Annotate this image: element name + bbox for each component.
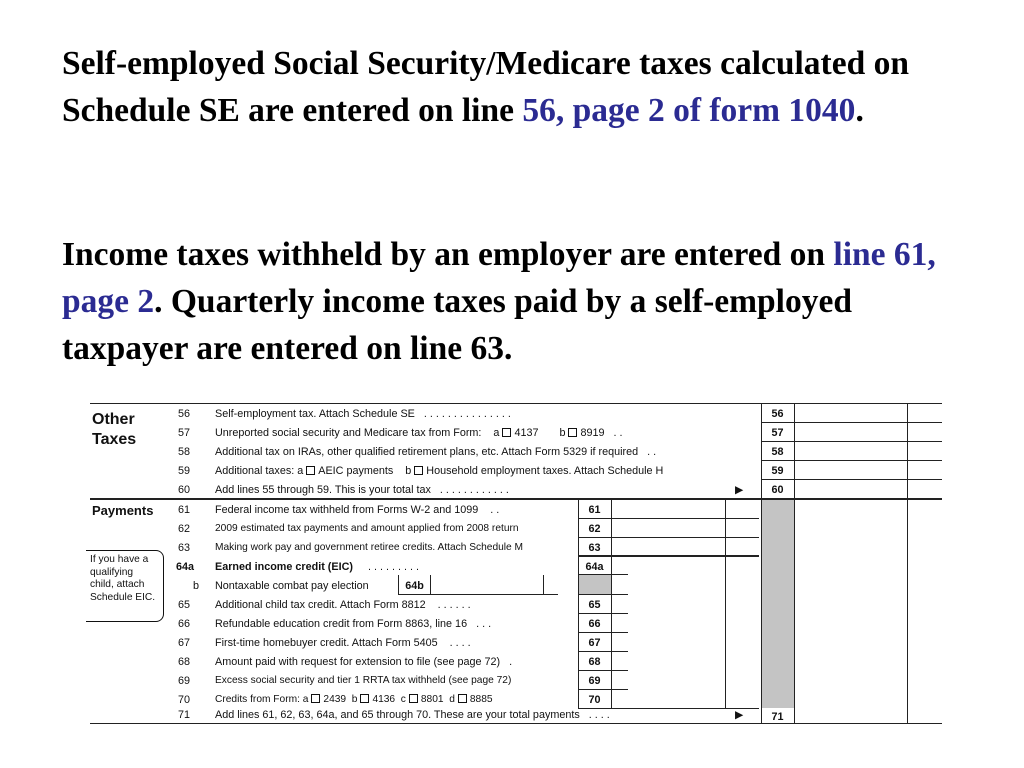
checkbox-4137[interactable] — [502, 428, 511, 437]
line-text: Additional taxes: — [215, 465, 295, 477]
line-text: Additional child tax credit. Attach Form 8812 — [215, 599, 426, 611]
rule — [578, 537, 759, 538]
form-number: 2439 — [323, 694, 347, 705]
form-number: 4136 — [372, 694, 396, 705]
line-text: Unreported social security and Medicare tax from Form: — [215, 427, 482, 439]
note-line: If you have a — [90, 554, 149, 565]
rule — [794, 403, 795, 723]
line-text: Credits from Form: — [215, 694, 300, 705]
option-letter: b — [351, 694, 358, 705]
line-63-description: Making work pay and government retiree credits. Attach Schedule M — [215, 542, 524, 553]
rule — [578, 594, 628, 595]
line-number: 63 — [178, 542, 191, 554]
dot-leader: . . . . — [449, 637, 471, 649]
line-text: Earned income credit (EIC) — [215, 561, 353, 573]
option-letter: b — [405, 465, 412, 477]
line-number: 56 — [178, 408, 191, 420]
dot-leader: . . . . . . . . . . . . — [439, 484, 509, 496]
line-text: Federal income tax withheld from Forms W-2 and 1099 — [215, 504, 479, 516]
option-letter: a — [297, 465, 304, 477]
shaded-cell-64b — [578, 575, 611, 594]
payments-heading: Payments — [92, 503, 154, 518]
line-56-description — [215, 407, 511, 421]
heading-line: Other — [92, 411, 135, 428]
line-text: Additional tax on IRAs, other qualified retirement plans, etc. Attach Form 5329 if required — [215, 446, 639, 458]
line-61-description — [215, 503, 499, 517]
paragraph-text: . — [855, 92, 864, 129]
line-number: 65 — [178, 599, 191, 611]
rule — [90, 498, 942, 500]
line-box-label: 64a — [585, 561, 604, 573]
rule — [578, 632, 628, 633]
option-letter: c — [400, 694, 406, 705]
rule — [761, 479, 942, 480]
line-58-description — [215, 445, 656, 459]
note-line: Schedule EIC. — [90, 591, 156, 603]
checkbox-8919[interactable] — [568, 428, 577, 437]
line-box-label: 67 — [588, 637, 601, 649]
dot-leader: . . . . — [588, 709, 610, 721]
checkbox-8885[interactable] — [458, 694, 467, 703]
other-taxes-heading — [92, 410, 136, 450]
form-number: 4137 — [514, 427, 539, 439]
line-number: 70 — [178, 694, 191, 706]
option-letter: a — [302, 694, 309, 705]
line-box-label: 64b — [405, 580, 424, 592]
line-box-label: 69 — [588, 675, 601, 687]
line-number: 59 — [178, 465, 191, 477]
rule — [578, 555, 759, 557]
line-text: Amount paid with request for extension to file (see page 72) — [215, 656, 501, 668]
line-59-description — [215, 464, 663, 478]
line-number: 67 — [178, 637, 191, 649]
arrow-icon: ▶ — [735, 484, 744, 496]
line-70-description — [215, 693, 493, 707]
form-number: 8919 — [580, 427, 605, 439]
line-number: 69 — [178, 675, 191, 687]
line-57-description — [215, 426, 623, 440]
line-box-label: 56 — [771, 408, 784, 420]
line-box-label: 71 — [771, 711, 784, 723]
line-number: 58 — [178, 446, 191, 458]
line-number: 57 — [178, 427, 191, 439]
option-text: AEIC payments — [318, 465, 394, 477]
line-61-reference: line 61, page 2 — [62, 236, 936, 320]
line-box-label: 65 — [588, 599, 601, 611]
paragraph-schedule-se — [62, 40, 982, 134]
line-68-description — [215, 655, 512, 669]
line-number: 61 — [178, 504, 191, 516]
rule — [725, 499, 726, 708]
shaded-column — [761, 499, 794, 708]
line-box-label: 57 — [771, 427, 784, 439]
line-text: Add lines 61, 62, 63, 64a, and 65 through 70. These are your total payments — [215, 709, 580, 721]
line-66-description — [215, 617, 491, 631]
rule — [578, 574, 628, 575]
line-62-description: 2009 estimated tax payments and amount applied from 2008 return — [215, 523, 519, 534]
line-text: First-time homebuyer credit. Attach Form 5405 — [215, 637, 438, 649]
rule — [578, 670, 628, 671]
heading-line: Taxes — [92, 431, 137, 448]
line-text: Refundable education credit from Form 8863, line 16 — [215, 618, 468, 630]
line-box-label: 61 — [588, 504, 601, 516]
line-number: 64a — [176, 561, 195, 573]
form-number: 8885 — [469, 694, 493, 705]
line-60-description — [215, 483, 509, 497]
rule — [578, 613, 628, 614]
paragraph-text: Self-employed Social Security/Medicare taxes calculated on Schedule SE are entered on line — [62, 45, 909, 129]
rule — [398, 594, 558, 595]
line-number: b — [193, 580, 200, 592]
checkbox-household[interactable] — [414, 466, 423, 475]
line-box-label: 60 — [771, 484, 784, 496]
line-56-reference: 56, page 2 of form 1040 — [522, 92, 856, 129]
dot-leader: . . . . . . . . . — [368, 561, 419, 573]
option-text: Household employment taxes. Attach Schedule H — [426, 465, 664, 477]
rule — [761, 460, 942, 461]
dot-leader: . . — [490, 504, 500, 516]
line-65-description — [215, 598, 471, 612]
line-number: 68 — [178, 656, 191, 668]
rule — [578, 689, 628, 690]
option-letter: b — [559, 427, 566, 439]
rule — [761, 422, 942, 423]
rule — [907, 403, 908, 723]
rule — [90, 403, 942, 404]
line-box-label: 59 — [771, 465, 784, 477]
arrow-icon: ▶ — [735, 709, 744, 721]
dot-leader: . — [509, 656, 513, 668]
line-box-label: 58 — [771, 446, 784, 458]
checkbox-aeic[interactable] — [306, 466, 315, 475]
line-number: 60 — [178, 484, 191, 496]
dot-leader: . . — [613, 427, 623, 439]
rule — [611, 499, 612, 708]
dot-leader: . . . . . . . . . . . . . . . — [423, 408, 511, 420]
form-number: 8801 — [420, 694, 444, 705]
line-box-label: 66 — [588, 618, 601, 630]
line-number: 66 — [178, 618, 191, 630]
option-letter: d — [449, 694, 455, 705]
line-text: Self-employment tax. Attach Schedule SE — [215, 408, 415, 420]
note-line: qualifying — [90, 566, 134, 578]
line-64b-description: Nontaxable combat pay election — [215, 580, 369, 592]
rule — [90, 723, 942, 724]
form-1040-excerpt — [90, 403, 942, 724]
line-text: Add lines 55 through 59. This is your total tax — [215, 484, 431, 496]
line-67-description — [215, 636, 471, 650]
dot-leader: . . . . . . — [437, 599, 471, 611]
rule — [578, 651, 628, 652]
line-71-description — [215, 708, 610, 722]
line-box-label: 63 — [588, 542, 601, 554]
dot-leader: . . . — [476, 618, 492, 630]
checkbox-8801[interactable] — [409, 694, 418, 703]
line-number: 71 — [178, 709, 191, 721]
line-box-label: 70 — [588, 694, 601, 706]
line-box-label: 68 — [588, 656, 601, 668]
line-69-description: Excess social security and tier 1 RRTA tax withheld (see page 72) — [215, 675, 512, 686]
checkbox-4136[interactable] — [360, 694, 369, 703]
line-number: 62 — [178, 523, 191, 535]
note-line: child, attach — [90, 579, 145, 591]
rule — [761, 441, 942, 442]
paragraph-withholding — [62, 231, 982, 372]
paragraph-text: . Quarterly income taxes paid by a self-employed taxpayer are entered on line 63. — [62, 283, 852, 367]
rule — [578, 518, 759, 519]
eic-note — [86, 550, 164, 622]
checkbox-2439[interactable] — [311, 694, 320, 703]
dot-leader: . . — [647, 446, 657, 458]
option-letter: a — [493, 427, 500, 439]
line-64a-description — [215, 560, 419, 574]
line-box-label: 62 — [588, 523, 601, 535]
rule — [543, 575, 544, 594]
paragraph-text: Income taxes withheld by an employer are entered on — [62, 236, 834, 273]
